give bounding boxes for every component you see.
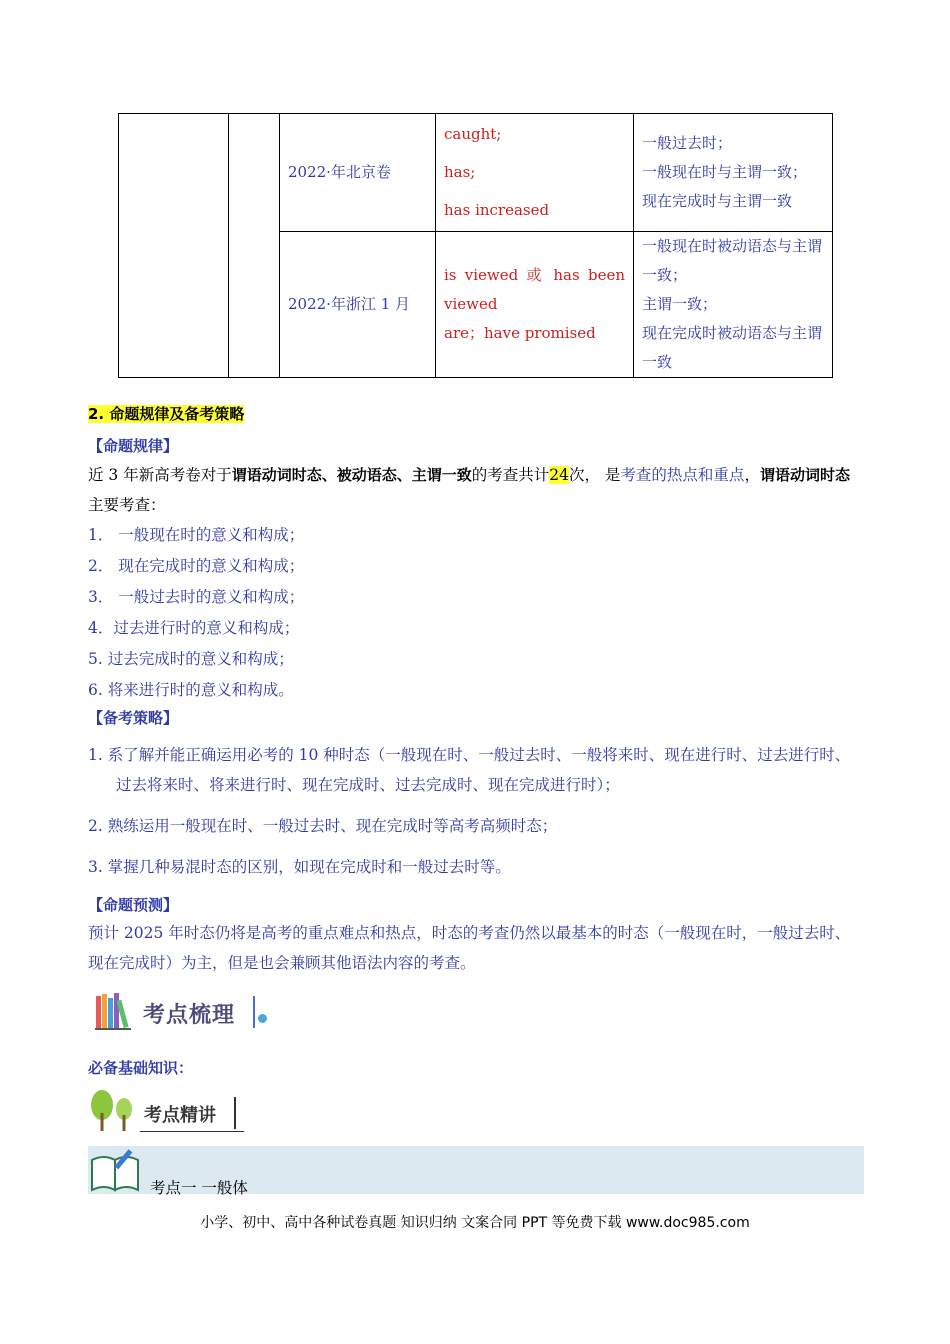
answer-line: caught;: [444, 125, 502, 143]
empty-cell: [119, 114, 229, 378]
rule-item: 1． 一般现在时的意义和构成；: [88, 526, 305, 544]
answer-line: are；have promised: [444, 324, 596, 342]
page-footer: 小学、初中、高中各种试卷真题 知识归纳 文案合同 PPT 等免费下载 www.doc985.com: [200, 1215, 750, 1231]
section-title-text: 2. 命题规律及备考策略: [88, 405, 245, 423]
strategy-item: 2. 熟练运用一般现在时、一般过去时、现在完成时等高考高频时态；: [88, 817, 558, 835]
note-cell: [634, 114, 833, 232]
notebook-pencil-icon: [88, 1146, 144, 1194]
empty-cell: [229, 114, 280, 378]
dot-icon: [258, 1014, 267, 1023]
books-icon: [95, 992, 139, 1030]
note-line: 现在完成时与主谓一致: [642, 192, 793, 210]
note-line: 主谓一致；: [642, 295, 718, 313]
answer-text: is viewed: [444, 266, 519, 284]
jingjiang-title: 考点精讲: [144, 1105, 216, 1126]
forecast-paragraph: 预计 2025 年时态仍将是高考的重点难点和热点，时态的考查仍然以最基本的时态（一般现在时，一般过去时、现在完成时）为主，但是也会兼顾其他语法内容的考查。: [88, 924, 851, 972]
intro-text: 近 3 年新高考卷对于: [88, 466, 232, 484]
tree-icon: [88, 1089, 136, 1133]
kaodian-title: 考点梳理: [143, 1003, 236, 1028]
kaodian-header: [95, 992, 275, 1032]
note-line: 一般现在时与主谓一致；: [642, 163, 808, 181]
exam-source: 2022·年浙江 1 月: [280, 232, 436, 378]
exam-source: 2022·年北京卷: [280, 114, 436, 232]
answer-line: has;: [444, 163, 476, 181]
rule-item: 6. 将来进行时的意义和构成。: [88, 681, 294, 699]
strategy-item: 3. 掌握几种易混时态的区别，如现在完成时和一般过去时等。: [88, 858, 511, 876]
intro-bold: 谓语动词时态、被动语态、主谓一致: [231, 466, 472, 484]
intro-paragraph: [88, 460, 864, 520]
topic-title: 考点一 一般体: [150, 1179, 248, 1197]
rule-item: 2． 现在完成时的意义和构成；: [88, 557, 305, 575]
answer-text: has been viewed: [444, 266, 625, 313]
intro-text: ，: [744, 466, 760, 484]
title-cursor: [234, 1097, 236, 1129]
exam-table: [118, 113, 833, 378]
rules-heading: 【命题规律】: [88, 437, 179, 455]
answer-cell: [436, 114, 634, 232]
note-cell: [634, 232, 833, 378]
forecast-heading: 【命题预测】: [88, 896, 179, 914]
rule-item: 3． 一般过去时的意义和构成；: [88, 588, 305, 606]
rule-item: 4．过去进行时的意义和构成；: [88, 619, 300, 637]
strategy-heading: 【备考策略】: [88, 709, 179, 727]
title-cursor: [253, 996, 255, 1028]
strategy-text: 1. 系了解并能正确运用必考的 10 种时态（一般现在时、一般过去时、一般将来时、现在进行时、过去进行时、过去将来时、将来进行时、现在完成时、过去完成时、现在完成进行时）；: [88, 746, 851, 794]
note-line: 现在完成时被动语态与主谓一致: [642, 324, 823, 371]
intro-blue: 考查的热点和重点: [620, 466, 745, 484]
answer-line: has increased: [444, 201, 550, 219]
note-line: 一般现在时被动语态与主谓一致；: [642, 237, 823, 284]
intro-count: 24: [549, 466, 569, 484]
underline: [140, 1131, 244, 1132]
strategy-item: [88, 740, 864, 800]
table-row: [119, 114, 833, 232]
intro-text: 次， 是: [568, 466, 621, 484]
note-line: 一般过去时；: [642, 134, 733, 152]
intro-text: 主要考查：: [88, 496, 166, 514]
section-title: [88, 403, 244, 424]
rule-item: 5. 过去完成时的意义和构成；: [88, 650, 294, 668]
topic-banner: [88, 1146, 864, 1197]
intro-text: 的考查共计: [471, 466, 550, 484]
basic-heading: 必备基础知识：: [88, 1059, 194, 1077]
answer-cell: [436, 232, 634, 378]
jingjiang-header: [88, 1089, 248, 1135]
intro-bold: 谓语动词时态: [759, 466, 850, 484]
answer-or: 或: [526, 266, 546, 284]
